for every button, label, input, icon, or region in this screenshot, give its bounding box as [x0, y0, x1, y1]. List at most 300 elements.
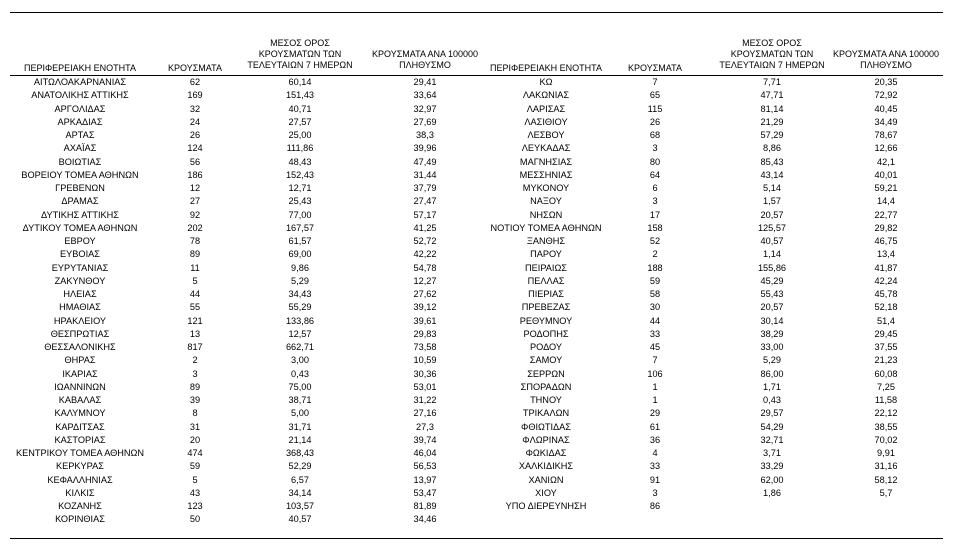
cases-value: 3 — [192, 368, 198, 379]
cases-value: 86 — [649, 501, 661, 511]
region-name: ΘΕΣΠΡΩΤΙΑΣ — [50, 328, 110, 339]
region-name: ΕΒΡΟΥ — [64, 236, 96, 246]
cases-value: 17 — [649, 209, 661, 220]
table-row — [486, 129, 966, 142]
cases-value: 121 — [187, 315, 203, 326]
avg7-value: 125,57 — [757, 222, 787, 233]
per100k-value: 47,49 — [413, 156, 437, 167]
region-name: ΑΙΤΩΛΟΑΚΑΡΝΑΝΙΑΣ — [33, 77, 127, 87]
per100k-value: 53,01 — [413, 381, 437, 392]
table-row — [486, 195, 966, 208]
cases-value: 202 — [187, 222, 203, 233]
table-row — [486, 421, 966, 434]
avg7-value: 62,00 — [760, 474, 784, 485]
cases-value: 65 — [649, 90, 661, 101]
table-row — [10, 368, 490, 381]
cases-value: 5 — [192, 474, 198, 485]
region-name: ΑΝΑΤΟΛΙΚΗΣ ΑΤΤΙΚΗΣ — [31, 90, 129, 101]
avg7-value: 155,86 — [757, 262, 787, 273]
cases-value: 61 — [649, 421, 661, 432]
avg7-value: 1,71 — [763, 381, 781, 392]
region-name: ΤΡΙΚΑΛΩΝ — [522, 408, 570, 419]
per100k-value: 27,62 — [413, 289, 437, 299]
table-row — [10, 487, 490, 500]
cases-value: 188 — [647, 262, 663, 273]
cases-value: 59 — [649, 275, 661, 286]
region-name: ΠΡΕΒΕΖΑΣ — [521, 302, 571, 313]
cases-value: 158 — [647, 222, 663, 233]
per100k-value: 37,79 — [413, 183, 437, 193]
cases-value: 68 — [649, 130, 661, 140]
region-name: ΕΥΡΥΤΑΝΙΑΣ — [51, 262, 109, 273]
region-name: ΔΡΑΜΑΣ — [61, 196, 99, 207]
header-avg7: ΜΕΣΟΣ ΟΡΟΣ ΚΡΟΥΣΜΑΤΩΝ ΤΩΝ ΤΕΛΕΥΤΑΙΩΝ 7 ΗΜΕΡΩΝ — [247, 38, 353, 70]
table-row — [486, 209, 966, 222]
table-row — [10, 381, 490, 394]
table-row — [486, 500, 966, 513]
per100k-value: 41,25 — [413, 222, 437, 233]
table-row — [10, 195, 490, 208]
cases-value: 58 — [649, 289, 661, 299]
region-name: ΒΟΙΩΤΙΑΣ — [58, 156, 102, 167]
avg7-value: 81,14 — [760, 103, 784, 114]
per100k-value: 32,97 — [413, 103, 437, 114]
cases-value: 29 — [649, 408, 661, 419]
table-row — [486, 76, 966, 89]
avg7-value: 34,43 — [288, 289, 312, 299]
header-region: ΠΕΡΙΦΕΡΕΙΑΚΗ ΕΝΟΤΗΤΑ — [489, 63, 603, 73]
avg7-value: 57,29 — [760, 130, 784, 140]
cases-value: 26 — [649, 116, 661, 127]
per100k-value: 42,24 — [874, 275, 898, 286]
table-row — [486, 447, 966, 460]
header-per100k: ΚΡΟΥΣΜΑΤΑ ΑΝΑ 100000 ΠΛΗΘΥΣΜΟ — [372, 49, 478, 70]
header-cases: ΚΡΟΥΣΜΑΤΑ — [628, 63, 682, 73]
avg7-value: 111,86 — [286, 143, 314, 154]
table-row — [10, 209, 490, 222]
per100k-value: 39,96 — [413, 143, 437, 154]
per100k-value: 40,01 — [874, 169, 898, 180]
avg7-value: 40,57 — [288, 514, 312, 525]
region-name: ΠΑΡΟΥ — [530, 249, 562, 260]
per100k-value: 30,36 — [413, 368, 437, 379]
header-avg7: ΜΕΣΟΣ ΟΡΟΣ ΚΡΟΥΣΜΑΤΩΝ ΤΩΝ ΤΕΛΕΥΤΑΙΩΝ 7 ΗΜΕΡΩΝ — [719, 38, 825, 70]
cases-value: 115 — [647, 103, 663, 114]
table-row — [486, 142, 966, 155]
per100k-value: 54,78 — [413, 262, 437, 273]
per100k-value: 22,77 — [874, 209, 898, 220]
avg7-value: 31,71 — [288, 421, 312, 432]
region-name: ΤΗΝΟΥ — [530, 395, 562, 405]
avg7-value: 33,00 — [760, 342, 784, 352]
per100k-value: 20,35 — [874, 77, 898, 87]
avg7-value: 54,29 — [760, 421, 784, 432]
table-row — [10, 513, 490, 526]
per100k-value: 27,16 — [413, 408, 437, 419]
region-name: ΙΩΑΝΝΙΝΩΝ — [54, 381, 106, 392]
region-name: ΒΟΡΕΙΟΥ ΤΟΜΕΑ ΑΘΗΝΩΝ — [21, 169, 139, 180]
avg7-value: 5,29 — [763, 355, 781, 366]
cases-value: 32 — [189, 103, 201, 114]
avg7-value: 368,43 — [285, 448, 315, 458]
per100k-value: 29,83 — [413, 328, 437, 339]
region-name: ΓΡΕΒΕΝΩΝ — [55, 183, 105, 193]
per100k-value: 72,92 — [874, 90, 898, 101]
per100k-value: 9,91 — [877, 448, 895, 458]
cases-value: 24 — [189, 116, 201, 127]
cases-value: 39 — [189, 395, 201, 405]
cases-value: 44 — [189, 289, 201, 299]
table-row — [486, 182, 966, 195]
per100k-value: 51,4 — [877, 315, 895, 326]
cases-value: 6 — [652, 183, 658, 193]
cases-value: 13 — [189, 328, 201, 339]
region-name: ΘΗΡΑΣ — [64, 355, 96, 366]
avg7-value: 133,86 — [285, 315, 315, 326]
table-row — [10, 328, 490, 341]
avg7-value: 8,86 — [763, 143, 781, 154]
region-name: ΚΙΛΚΙΣ — [65, 487, 95, 498]
table-row — [10, 500, 490, 513]
table-row — [486, 487, 966, 500]
cases-value: 11 — [190, 262, 200, 273]
cases-value: 106 — [647, 368, 663, 379]
per100k-value: 29,82 — [874, 222, 898, 233]
cases-value: 43 — [189, 487, 201, 498]
header-per100k: ΚΡΟΥΣΜΑΤΑ ΑΝΑ 100000 ΠΛΗΘΥΣΜΟ — [833, 49, 939, 70]
avg7-value: 55,29 — [288, 302, 312, 313]
per100k-value: 56,53 — [413, 461, 437, 472]
table-row — [10, 169, 490, 182]
avg7-value: 0,43 — [291, 368, 309, 379]
cases-value: 92 — [189, 209, 201, 220]
avg7-value: 43,14 — [760, 169, 784, 180]
table-row — [10, 434, 490, 447]
table-row — [486, 89, 966, 102]
per100k-value: 31,16 — [874, 461, 898, 472]
region-name: ΑΡΤΑΣ — [65, 130, 95, 140]
table-row — [10, 76, 490, 89]
table-row — [486, 460, 966, 473]
table-row — [10, 248, 490, 261]
per100k-value: 42,1 — [877, 156, 895, 167]
avg7-value: 5,29 — [291, 275, 309, 286]
cases-value: 2 — [192, 355, 198, 366]
avg7-value: 33,29 — [760, 461, 784, 472]
cases-value: 124 — [187, 143, 203, 154]
avg7-value: 20,57 — [760, 209, 784, 220]
table-row — [486, 315, 966, 328]
avg7-value: 29,57 — [760, 408, 784, 419]
table-row — [10, 222, 490, 235]
cases-value: 27 — [189, 196, 201, 207]
cases-value: 50 — [189, 514, 201, 525]
avg7-value: 38,71 — [288, 395, 312, 405]
avg7-value: 7,71 — [763, 77, 781, 87]
table-row — [10, 129, 490, 142]
per100k-value: 41,87 — [874, 262, 898, 273]
cases-value: 44 — [649, 315, 661, 326]
table-row — [10, 89, 490, 102]
avg7-value: 40,71 — [288, 103, 312, 114]
per100k-value: 59,21 — [874, 183, 898, 193]
avg7-value: 1,86 — [763, 487, 781, 498]
avg7-value: 12,71 — [288, 183, 312, 193]
per100k-value: 38,55 — [874, 421, 898, 432]
avg7-value: 1,57 — [763, 196, 781, 207]
region-name: ΚΑΡΔΙΤΣΑΣ — [55, 421, 105, 432]
cases-value: 80 — [649, 156, 661, 167]
table-row — [10, 407, 490, 420]
region-name: ΚΑΒΑΛΑΣ — [58, 395, 102, 405]
region-name: ΚΟΡΙΝΘΙΑΣ — [55, 514, 105, 525]
table-row — [486, 116, 966, 129]
avg7-value: 12,57 — [288, 328, 312, 339]
per100k-value: 10,59 — [413, 355, 437, 366]
avg7-value: 86,00 — [760, 368, 784, 379]
region-name: ΣΕΡΡΩΝ — [527, 368, 565, 379]
table-row — [10, 182, 490, 195]
per100k-value: 22,12 — [874, 408, 898, 419]
header-cases: ΚΡΟΥΣΜΑΤΑ — [168, 63, 222, 73]
per100k-value: 31,22 — [413, 395, 437, 405]
region-name: ΠΙΕΡΙΑΣ — [528, 289, 564, 299]
table-row — [10, 288, 490, 301]
region-name: ΔΥΤΙΚΟΥ ΤΟΜΕΑ ΑΘΗΝΩΝ — [22, 222, 138, 233]
per100k-value: 42,22 — [413, 249, 437, 260]
region-name: ΖΑΚΥΝΘΟΥ — [54, 275, 106, 286]
cases-value: 52 — [649, 236, 661, 246]
table-row — [486, 275, 966, 288]
table-row — [486, 474, 966, 487]
cases-value: 89 — [189, 381, 201, 392]
avg7-value: 167,57 — [285, 222, 315, 233]
table-row — [486, 381, 966, 394]
table-row — [486, 407, 966, 420]
region-name: ΧΑΝΙΩΝ — [528, 474, 564, 485]
region-name: ΛΑΣΙΘΙΟΥ — [524, 116, 568, 127]
cases-value: 33 — [649, 461, 661, 472]
region-name: ΕΥΒΟΙΑΣ — [60, 249, 100, 260]
region-name: ΡΕΘΥΜΝΟΥ — [519, 315, 573, 326]
table-row — [10, 103, 490, 116]
cases-value: 64 — [649, 169, 661, 180]
per100k-value: 45,78 — [874, 289, 898, 299]
table-row — [10, 315, 490, 328]
cases-value: 123 — [187, 501, 203, 511]
region-name: ΚΟΖΑΝΗΣ — [58, 501, 102, 511]
per100k-value: 11,58 — [874, 395, 898, 405]
region-name: ΛΑΡΙΣΑΣ — [526, 103, 566, 114]
cases-value: 7 — [652, 77, 658, 87]
per100k-value: 13,97 — [413, 474, 437, 485]
region-name: ΥΠΟ ΔΙΕΡΕΥΝΗΣΗ — [505, 501, 587, 511]
cases-value: 7 — [652, 355, 658, 366]
per100k-value: 13,4 — [877, 249, 895, 260]
cases-value: 20 — [189, 434, 201, 445]
per100k-value: 37,55 — [874, 342, 898, 352]
region-name: ΛΕΣΒΟΥ — [527, 130, 565, 140]
per100k-value: 5,7 — [879, 487, 893, 498]
avg7-value: 5,14 — [763, 183, 781, 193]
region-name: ΚΑΣΤΟΡΙΑΣ — [54, 434, 106, 445]
region-name: ΝΗΣΩΝ — [529, 209, 563, 220]
cases-value: 30 — [649, 302, 661, 313]
cases-value: 45 — [649, 342, 661, 352]
region-name: ΚΕΝΤΡΙΚΟΥ ΤΟΜΕΑ ΑΘΗΝΩΝ — [15, 448, 145, 458]
per100k-value: 7,25 — [877, 381, 895, 392]
table-row — [10, 116, 490, 129]
cases-value: 78 — [189, 236, 201, 246]
region-name: ΝΟΤΙΟΥ ΤΟΜΕΑ ΑΘΗΝΩΝ — [490, 222, 602, 233]
table-row — [486, 156, 966, 169]
region-name: ΚΩ — [539, 77, 553, 87]
avg7-value: 151,43 — [285, 90, 315, 101]
cases-value: 8 — [192, 408, 198, 419]
region-name: ΑΧΑΪΑΣ — [63, 143, 97, 154]
region-name: ΛΑΚΩΝΙΑΣ — [522, 90, 570, 101]
table-row — [10, 421, 490, 434]
per100k-value: 39,61 — [413, 315, 437, 326]
region-name: ΦΩΚΙΔΑΣ — [525, 448, 567, 458]
avg7-value: 27,57 — [288, 116, 312, 127]
per100k-value: 58,12 — [874, 474, 898, 485]
cases-value: 31 — [189, 421, 201, 432]
region-name: ΝΑΞΟΥ — [530, 196, 562, 207]
cases-value: 1 — [652, 381, 658, 392]
avg7-value: 103,57 — [285, 501, 315, 511]
per100k-value: 29,45 — [874, 328, 898, 339]
table-row — [486, 354, 966, 367]
region-name: ΜΕΣΣΗΝΙΑΣ — [519, 169, 573, 180]
per100k-value: 34,49 — [874, 116, 898, 127]
region-name: ΑΡΚΑΔΙΑΣ — [57, 116, 103, 127]
table-row — [486, 341, 966, 354]
region-name: ΦΛΩΡΙΝΑΣ — [522, 434, 570, 445]
table-row — [10, 341, 490, 354]
per100k-value: 12,66 — [874, 143, 898, 154]
region-name: ΑΡΓΟΛΙΔΑΣ — [54, 103, 106, 114]
avg7-value: 69,00 — [288, 249, 312, 260]
per100k-value: 73,58 — [413, 342, 437, 352]
top-rule — [10, 12, 943, 13]
cases-value: 3 — [652, 196, 658, 207]
region-name: ΜΑΓΝΗΣΙΑΣ — [519, 156, 573, 167]
cases-value: 1 — [652, 395, 658, 405]
region-name: ΣΑΜΟΥ — [529, 355, 563, 366]
avg7-value: 3,71 — [763, 448, 781, 458]
per100k-value: 21,23 — [874, 355, 898, 366]
avg7-value: 45,29 — [760, 275, 784, 286]
table-row — [486, 169, 966, 182]
cases-value: 5 — [192, 275, 198, 286]
avg7-value: 34,14 — [288, 487, 312, 498]
region-name: ΜΥΚΟΝΟΥ — [522, 183, 570, 193]
per100k-value: 12,27 — [413, 275, 437, 286]
region-name: ΙΚΑΡΙΑΣ — [62, 368, 98, 379]
table-row — [486, 301, 966, 314]
avg7-value: 77,00 — [288, 209, 312, 220]
per100k-value: 70,02 — [874, 434, 898, 445]
table-row — [486, 288, 966, 301]
region-name: ΦΘΙΩΤΙΔΑΣ — [520, 421, 571, 432]
per100k-value: 39,74 — [413, 434, 437, 445]
table-row — [486, 394, 966, 407]
avg7-value: 25,00 — [288, 130, 312, 140]
table-row — [10, 275, 490, 288]
per100k-value: 52,72 — [413, 236, 437, 246]
cases-value: 89 — [189, 249, 201, 260]
per100k-value: 53,47 — [413, 487, 437, 498]
avg7-value: 5,00 — [291, 408, 309, 419]
cases-value: 91 — [649, 474, 661, 485]
region-name: ΘΕΣΣΑΛΟΝΙΚΗΣ — [44, 342, 116, 352]
region-name: ΛΕΥΚΑΔΑΣ — [521, 143, 571, 154]
region-name: ΚΑΛΥΜΝΟΥ — [54, 408, 106, 419]
cases-value: 56 — [189, 156, 201, 167]
cases-value: 33 — [649, 328, 661, 339]
per100k-value: 46,04 — [413, 448, 437, 458]
region-name: ΗΜΑΘΙΑΣ — [59, 302, 101, 313]
per100k-value: 38,3 — [416, 130, 434, 140]
avg7-value: 47,71 — [760, 90, 784, 101]
cases-value: 12 — [189, 183, 201, 193]
per100k-value: 27,47 — [413, 196, 437, 207]
avg7-value: 21,29 — [760, 116, 784, 127]
avg7-value: 662,71 — [285, 342, 315, 352]
per100k-value: 57,17 — [413, 209, 437, 220]
per100k-value: 40,45 — [874, 103, 898, 114]
region-name: ΣΠΟΡΑΔΩΝ — [520, 381, 572, 392]
per100k-value: 27,3 — [416, 421, 434, 432]
region-name: ΞΑΝΘΗΣ — [526, 236, 566, 246]
avg7-value: 75,00 — [288, 381, 312, 392]
table-row — [10, 142, 490, 155]
avg7-value: 40,57 — [760, 236, 784, 246]
per100k-value: 60,08 — [874, 368, 898, 379]
cases-value: 62 — [189, 77, 201, 87]
bottom-rule — [10, 538, 943, 539]
region-name: ΚΕΦΑΛΛΗΝΙΑΣ — [47, 474, 113, 485]
cases-value: 3 — [652, 143, 658, 154]
table-row — [10, 301, 490, 314]
table-row — [10, 447, 490, 460]
avg7-value: 21,14 — [288, 434, 312, 445]
table-row — [486, 262, 966, 275]
region-name: ΗΡΑΚΛΕΙΟΥ — [53, 315, 107, 326]
per100k-value: 39,12 — [413, 302, 437, 313]
avg7-value: 85,43 — [760, 156, 784, 167]
table-row — [10, 235, 490, 248]
header-region: ΠΕΡΙΦΕΡΕΙΑΚΗ ΕΝΟΤΗΤΑ — [23, 63, 137, 73]
cases-value: 55 — [189, 302, 201, 313]
avg7-value: 61,57 — [288, 236, 312, 246]
table-row — [10, 394, 490, 407]
region-name: ΠΕΛΛΑΣ — [527, 275, 565, 286]
table-row — [486, 328, 966, 341]
per100k-value: 52,18 — [874, 302, 898, 313]
avg7-value: 0,43 — [763, 395, 781, 405]
cases-value: 169 — [187, 90, 203, 101]
table-row — [486, 248, 966, 261]
table-row — [10, 460, 490, 473]
cases-value: 186 — [187, 169, 203, 180]
per100k-value: 33,64 — [413, 90, 437, 101]
cases-value: 2 — [652, 249, 658, 260]
cases-value: 817 — [187, 342, 203, 352]
region-name: ΚΕΡΚΥΡΑΣ — [56, 461, 104, 472]
region-name: ΧΙΟΥ — [535, 487, 557, 498]
